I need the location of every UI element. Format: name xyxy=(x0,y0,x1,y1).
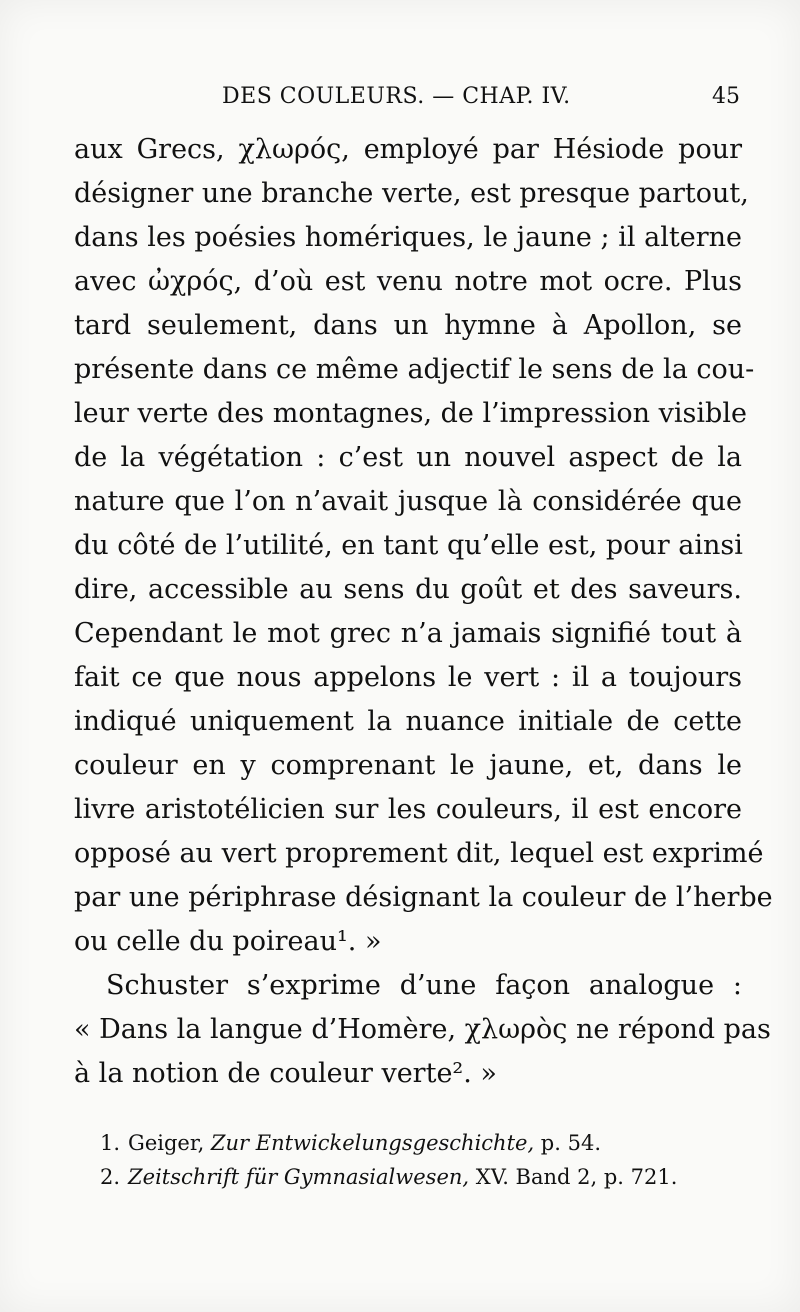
text-line: Schuster s’exprime d’une façon analogue : xyxy=(106,970,742,1001)
text-line: aux Grecs, χλωρός, employé par Hésiode pour xyxy=(74,134,742,165)
text-line: leur verte des montagnes, de l’impression visible xyxy=(74,398,747,429)
text-line: Cependant le mot grec n’a jamais signifié tout à xyxy=(74,618,742,649)
text-line: présente dans ce même adjectif le sens de la cou- xyxy=(74,354,755,385)
footnotes xyxy=(100,1126,750,1194)
footnote-title: Zur Entwickelungsgeschichte, xyxy=(210,1131,535,1155)
text-line: fait ce que nous appelons le vert : il a toujours xyxy=(74,662,742,693)
text-line: désigner une branche verte, est presque partout, xyxy=(74,178,749,209)
text-line: dans les poésies homériques, le jaune ; il alterne xyxy=(74,222,742,253)
text-line: nature que l’on n’avait jusque là considérée que xyxy=(74,486,742,517)
running-title: DES COULEURS. — CHAP. IV. xyxy=(222,84,571,109)
text-line: tard seulement, dans un hymne à Apollon, se xyxy=(74,310,742,341)
text-line: ou celle du poireau¹. » xyxy=(74,926,382,957)
text-line: de la végétation : c’est un nouvel aspect de la xyxy=(74,442,742,473)
footnote-number: 2. xyxy=(100,1165,121,1189)
footnote-title: Zeitschrift für Gymnasialwesen, xyxy=(128,1165,470,1189)
footnote-2 xyxy=(100,1160,750,1194)
footnote-text: Geiger, xyxy=(128,1131,211,1155)
text-line: couleur en y comprenant le jaune, et, dans le xyxy=(74,750,742,781)
footnote-text: p. 54. xyxy=(534,1131,601,1155)
footnote-text: XV. Band 2, p. 721. xyxy=(469,1165,678,1189)
text-line: du côté de l’utilité, en tant qu’elle est, pour ainsi xyxy=(74,530,743,561)
text-line: opposé au vert proprement dit, lequel est exprimé xyxy=(74,838,764,869)
text-line: à la notion de couleur verte². » xyxy=(74,1058,497,1089)
page-number: 45 xyxy=(712,84,740,109)
body-text xyxy=(74,128,773,1096)
text-line: avec ὠχρός, d’où est venu notre mot ocre. Plus xyxy=(74,266,742,297)
footnote-1 xyxy=(100,1126,750,1160)
page-header xyxy=(74,82,740,116)
text-line: dire, accessible au sens du goût et des saveurs. xyxy=(74,574,742,605)
text-line: indiqué uniquement la nuance initiale de cette xyxy=(74,706,742,737)
footnote-number: 1. xyxy=(100,1131,121,1155)
text-line: par une périphrase désignant la couleur de l’herbe xyxy=(74,882,773,913)
text-line: livre aristotélicien sur les couleurs, il est encore xyxy=(74,794,742,825)
text-line: « Dans la langue d’Homère, χλωρὸς ne répond pas xyxy=(74,1014,771,1045)
